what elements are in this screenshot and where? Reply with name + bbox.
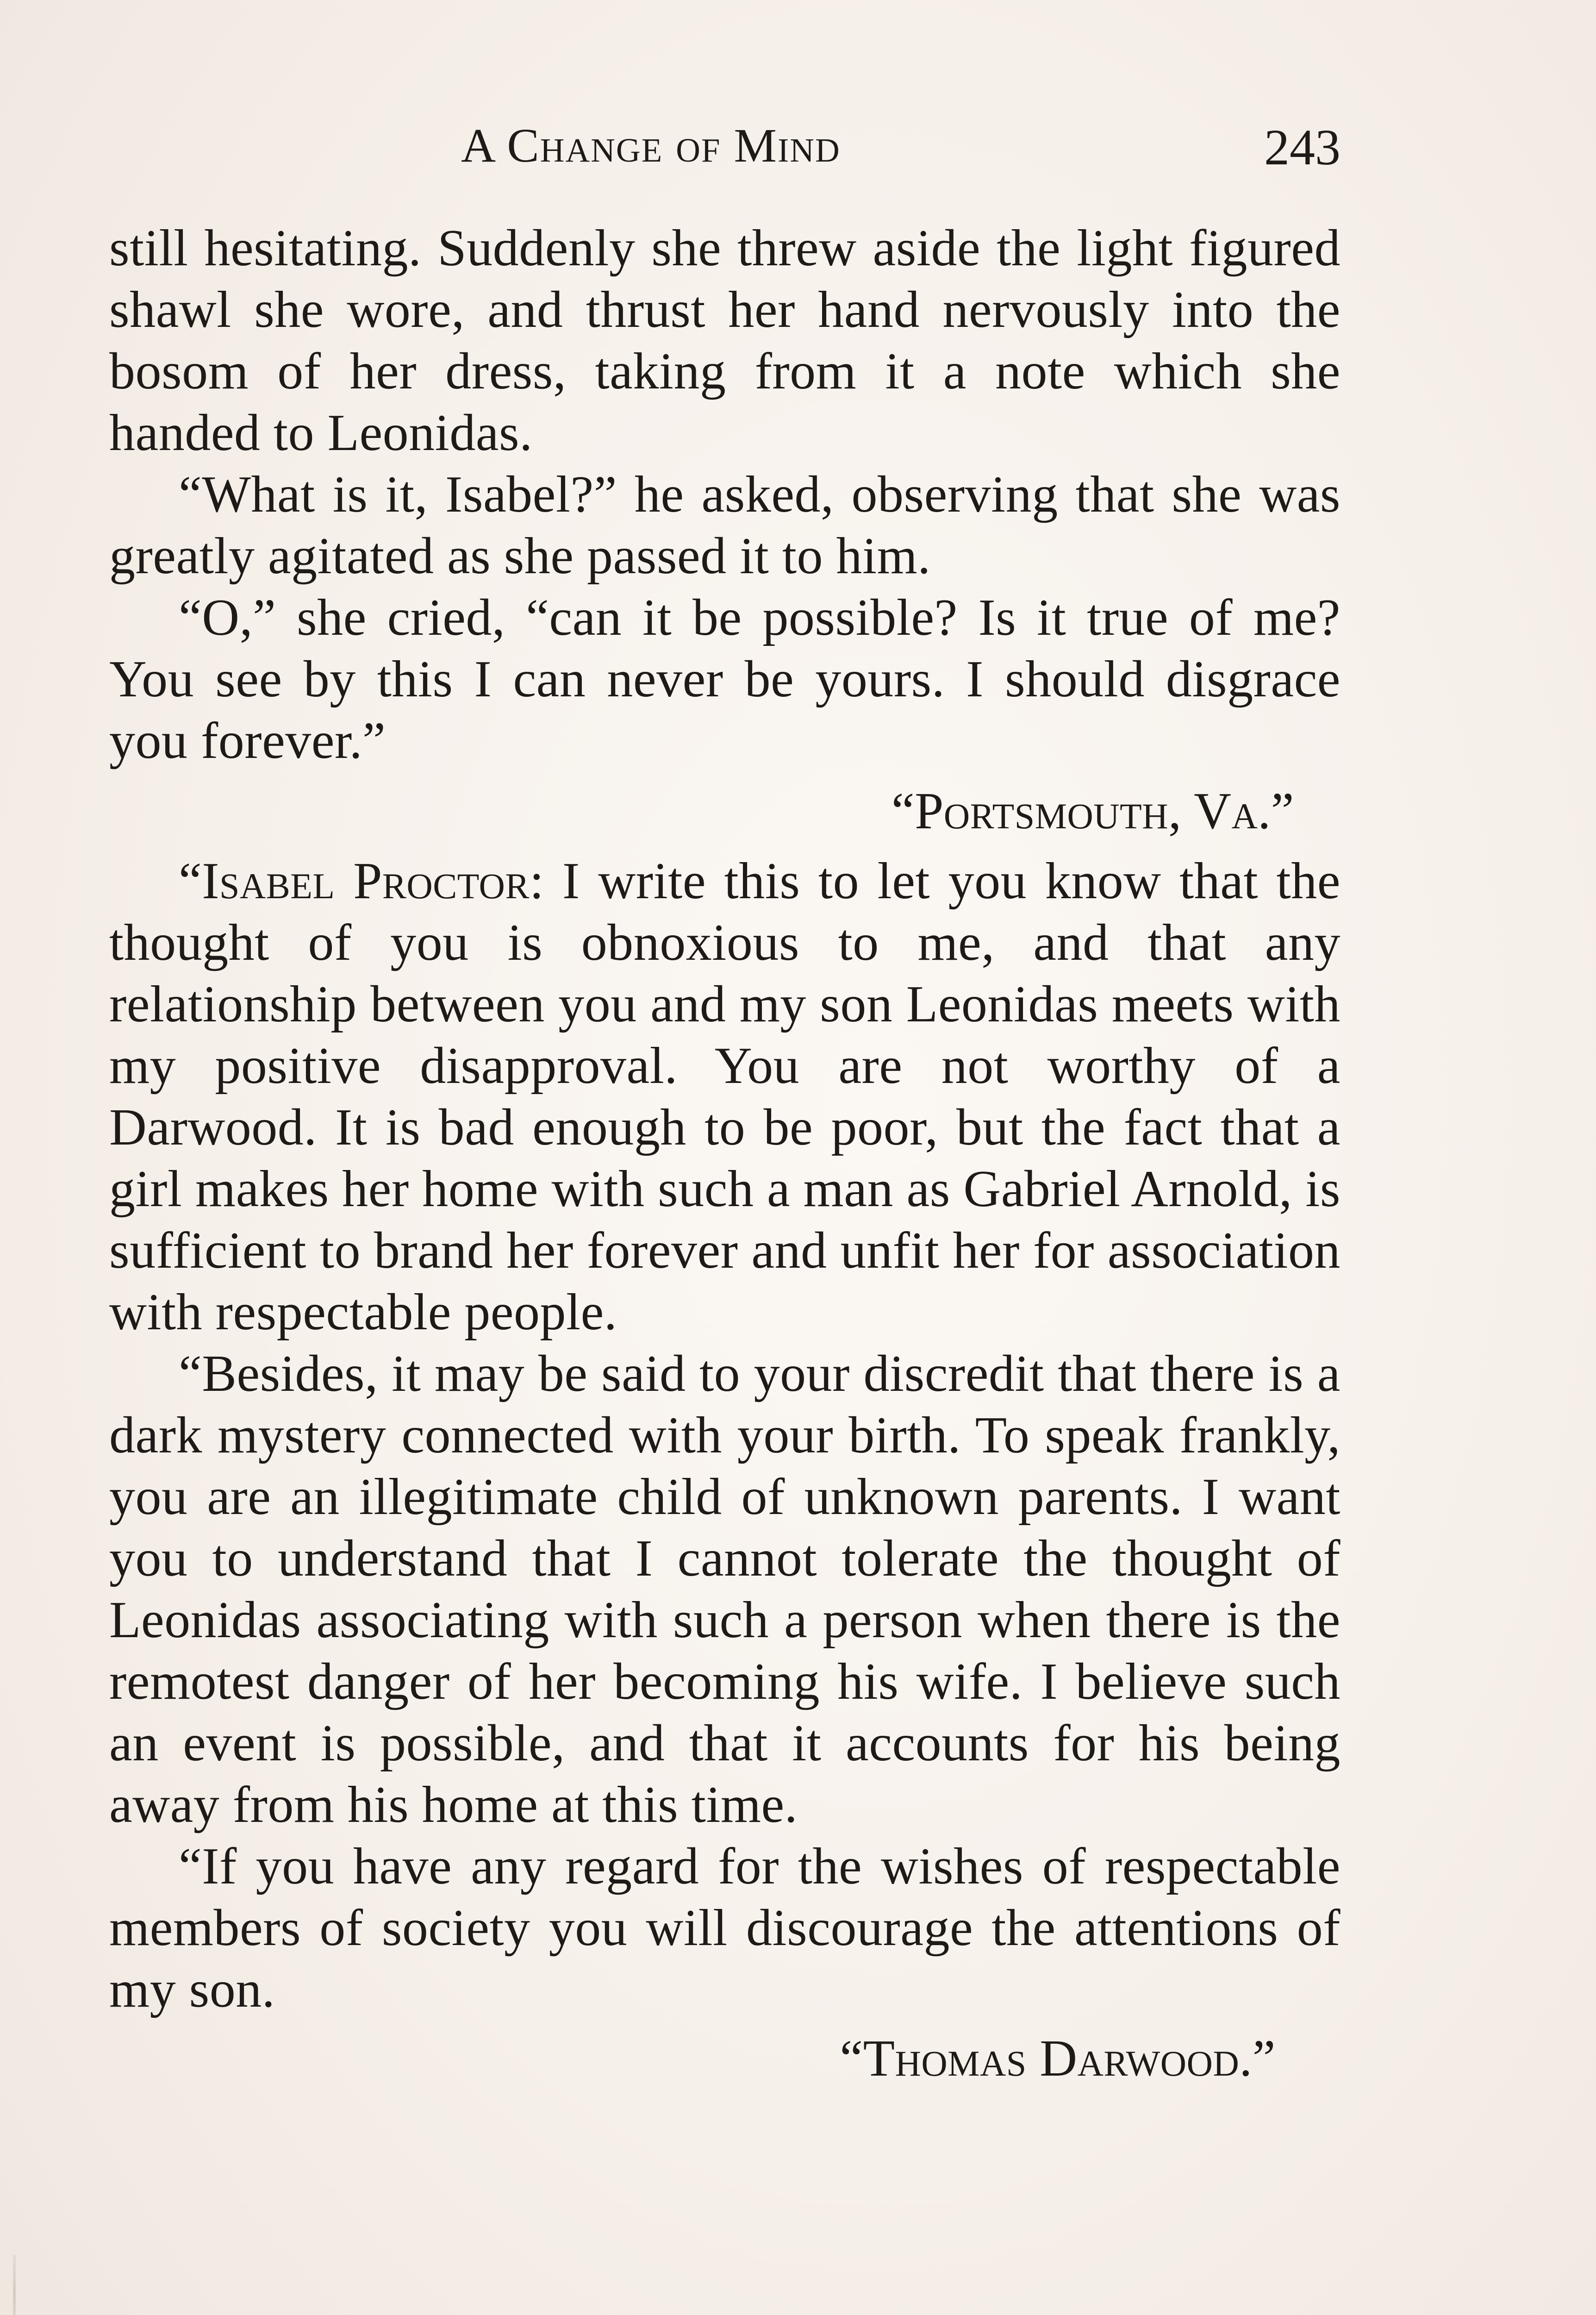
paragraph-6: “If you have any regard for the wishes of respectable members of society you will discourage the attentions of my son. bbox=[109, 1838, 1340, 2018]
paragraph-4 bbox=[109, 851, 1340, 1343]
paragraph-4-text: I write this to let you know that the thought of you is obnoxious to me, and that any relationship between you and my son Leonidas meets with my positive disapproval. You are not worthy of a Darwood. It is bad enough to be poor, but the fact that a girl makes her home with such a man as Gabriel Arnold, is sufficient to brand her forever and unfit her for association with respectable people. bbox=[109, 852, 1340, 1341]
running-title: A Change of Mind bbox=[461, 119, 841, 172]
body-text bbox=[109, 218, 1340, 2097]
page-number: 243 bbox=[1264, 119, 1340, 175]
page-edge-mark bbox=[13, 2255, 16, 2315]
letter-salutation: “Isabel Proctor: bbox=[179, 852, 544, 910]
paragraph-2: “What is it, Isabel?” he asked, observing that she was greatly agitated as she passed it to him. bbox=[109, 466, 1340, 585]
paragraph-1: still hesitating. Suddenly she threw aside the light figured shawl she wore, and thrust her hand nervously into the bosom of her dress, taking from it a note which she handed to Leonidas. bbox=[109, 219, 1340, 462]
paragraph-5: “Besides, it may be said to your discredit that there is a dark mystery connected with your birth. To speak frankly, you are an illegitimate child of unknown parents. I want you to understand that I cannot tolerate the thought of Leonidas associating with such a person when there is the remotest danger of her becoming his wife. I believe such an event is possible, and that it accounts for his being away from his home at this time. bbox=[109, 1345, 1340, 1833]
letter-signature: “Thomas Darwood.” bbox=[840, 2030, 1276, 2087]
page-header bbox=[109, 118, 1340, 178]
paragraph-3: “O,” she cried, “can it be possible? Is it true of me? You see by this I can never be yours. I should disgrace you forever.” bbox=[109, 589, 1340, 770]
letter-dateline: “Portsmouth, Va.” bbox=[891, 782, 1294, 840]
